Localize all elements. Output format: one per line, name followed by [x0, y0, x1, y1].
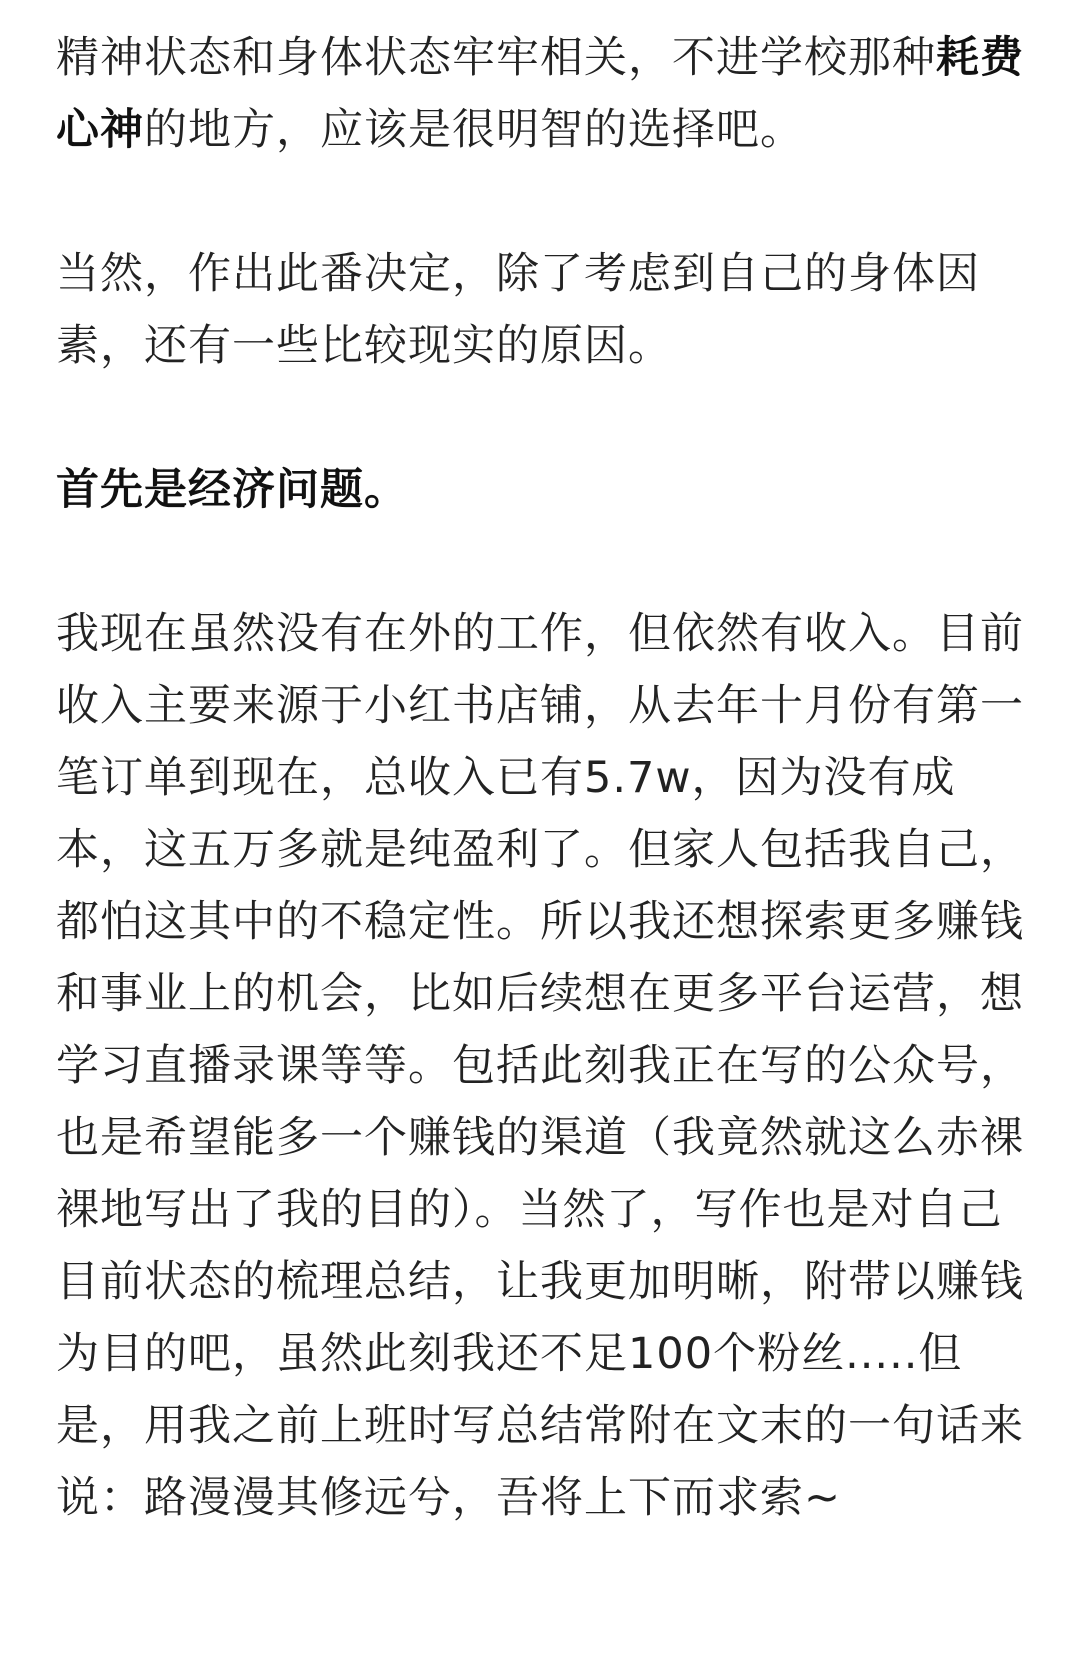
paragraph-income: 我现在虽然没有在外的工作，但依然有收入。目前收入主要来源于小红书店铺，从去年十月份有第一笔订单到现在，总收入已有5.7w，因为没有成本，这五万多就是纯盈利了。但家人包括我自己，都怕这其中的不稳定性。所以我还想探索更多赚钱和事业上的机会，比如后续想在更多平台运营，想学习直播录课等等。包括此刻我正在写的公众号，也是希望能多一个赚钱的渠道（我竟然就这么赤裸裸地写出了我的目的）。当然了，写作也是对自己目前状态的梳理总结，让我更加明晰，附带以赚钱为目的吧，虽然此刻我还不足100个粉丝.....但是，用我之前上班时写总结常附在文末的一句话来说：路漫漫其修远兮，吾将上下而求索~ [56, 609, 1024, 1523]
paragraph-reasons: 当然，作出此番决定，除了考虑到自己的身体因素，还有一些比较现实的原因。 [56, 249, 980, 371]
bold-phrase: 耗费心神 [56, 33, 1024, 155]
article-body [56, 22, 1024, 1534]
paragraph-text: 的地方，应该是很明智的选择吧。 [144, 105, 804, 155]
section-heading-economy: 首先是经济问题。 [56, 465, 408, 515]
paragraph-text: 精神状态和身体状态牢牢相关，不进学校那种 [56, 33, 936, 83]
paragraph-mental-state [56, 22, 1024, 166]
